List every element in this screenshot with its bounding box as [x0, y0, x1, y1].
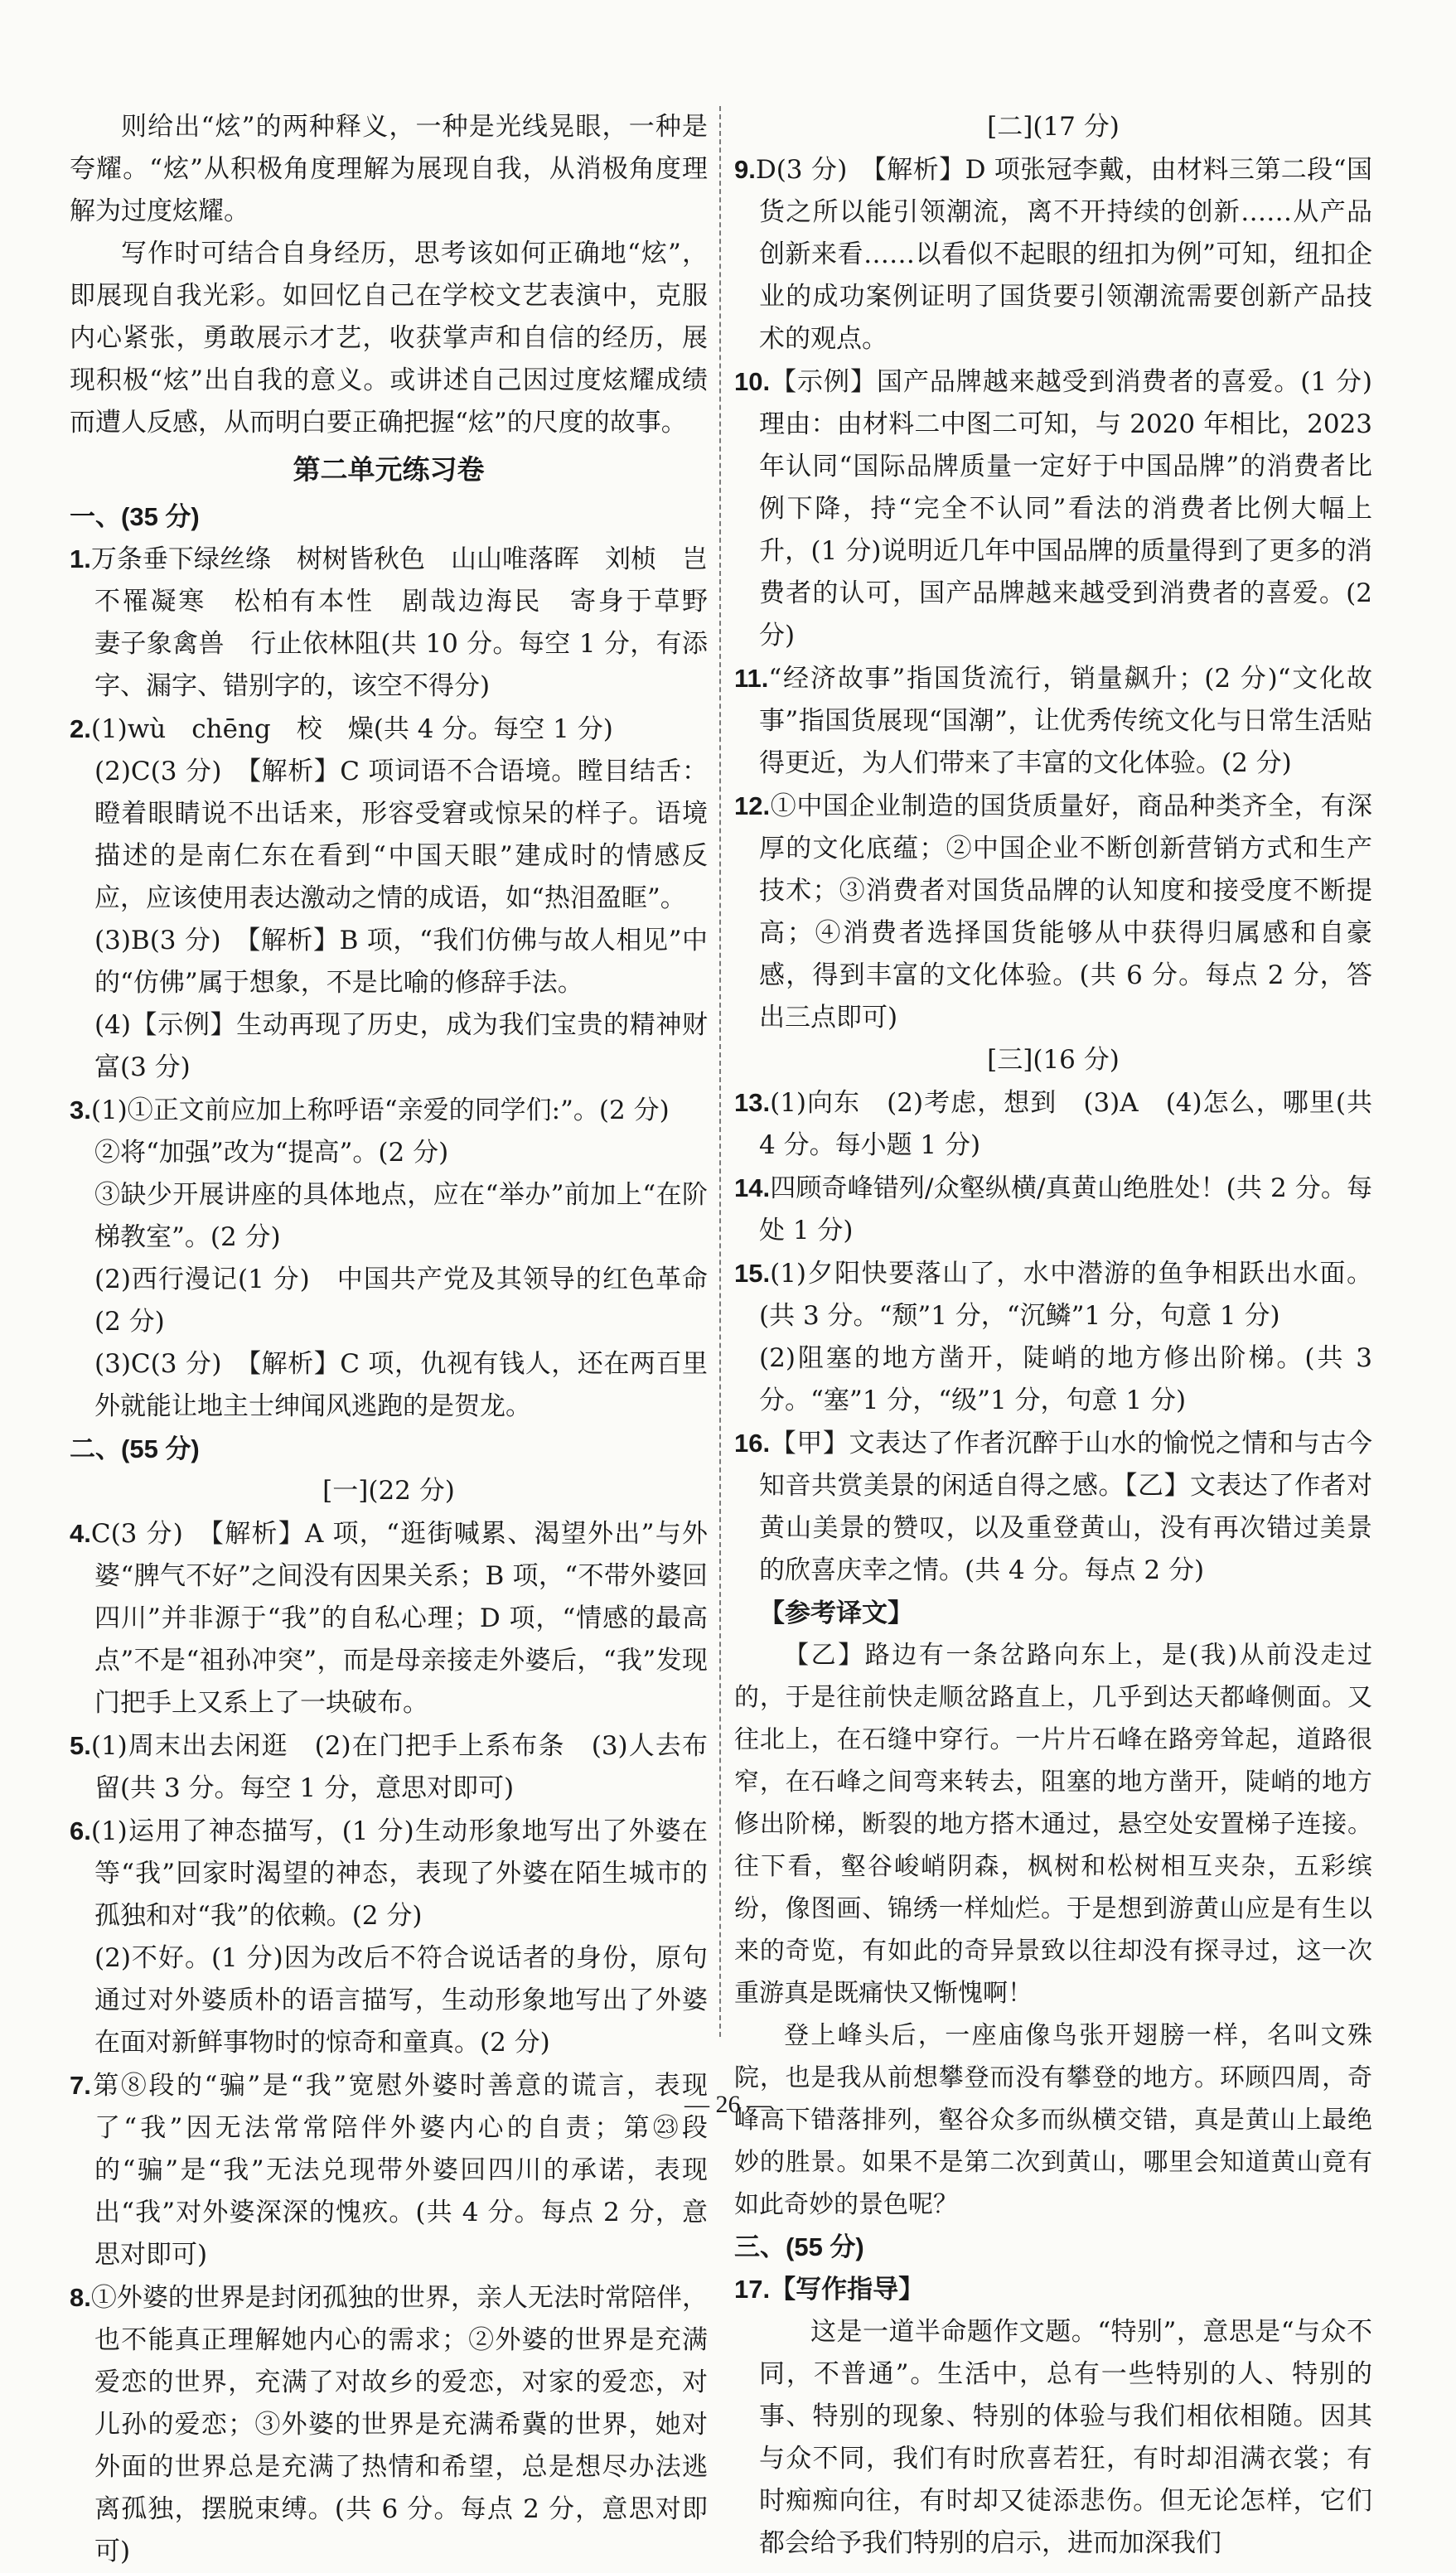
- answer-number: 4.: [70, 1519, 91, 1548]
- answer-number: 1.: [70, 544, 91, 573]
- translation-paragraph-1: 【乙】路边有一条岔路向东上，是(我)从前没走过的，于是往前快走顺岔路直上，几乎到达天都峰侧面。又往北上，在石缝中穿行。一片片石峰在路旁耸起，道路很窄，在石峰之间弯来转去，阻塞的地方凿开，陡峭的地方修出阶梯，断裂的地方搭木通过，悬空处安置梯子连接。往下看，壑谷峻峭阴森，枫树和松树相互夹杂，五彩缤纷，像图画、锦绣一样灿烂。于是想到游黄山应是有生以来的奇览，有如此的奇异景致以往却没有探寻过，这一次重游真是既痛快又惭愧啊！: [734, 1641, 1372, 2008]
- answer-text: D(3 分) 【解析】D 项张冠李戴，由材料三第二段“国货之所以能引领潮流，离不开持续的创新……从产品创新来看……以看似不起眼的纽扣为例”可知，纽扣企业的成功案例证明了国货要引领潮流需要创新产品技术的观点。: [755, 155, 1372, 354]
- answer-text: (1)向东 (2)考虑，想到 (3)A (4)怎么，哪里(共 4 分。每小题 1 分): [759, 1088, 1372, 1160]
- answer-number: 5.: [70, 1731, 91, 1760]
- translation-paragraph-2: 登上峰头后，一座庙像鸟张开翅膀一样，名叫文殊院，也是我从前想攀登而没有攀登的地方。环顾四周，奇峰高下错落排列，壑谷众多而纵横交错，真是黄山上最绝妙的胜景。如果不是第二次到黄山，哪里会知道黄山竟有如此奇妙的景色呢？: [734, 2021, 1372, 2219]
- answer-number: 8.: [70, 2283, 91, 2312]
- answer-9: [734, 148, 1372, 360]
- page-number: — 26 —: [684, 2091, 772, 2118]
- unit-title: 第二单元练习卷: [293, 454, 485, 485]
- answer-text: 第⑧段的“骗”是“我”宽慰外婆时善意的谎言，表现了“我”因无法常常陪伴外婆内心的自责；第㉓段的“骗”是“我”无法兑现带外婆回四川的承诺，表现出“我”对外婆深深的愧疚。(共 4 分。每点 2 分，意思对即可): [90, 2071, 708, 2270]
- answer-3-part-2: (2)西行漫记(1 分) 中国共产党及其领导的红色革命(2 分): [94, 1265, 708, 1337]
- answer-12: [734, 785, 1372, 1039]
- answer-3: [70, 1089, 708, 1132]
- part-1-heading: [一](22 分): [322, 1476, 455, 1506]
- answer-text: “经济故事”指国货流行，销量飙升；(2 分)“文化故事”指国货展现“国潮”，让优秀传统文化与日常生活贴得更近，为人们带来了丰富的文化体验。(2 分): [759, 664, 1372, 778]
- answer-5: [70, 1724, 708, 1810]
- column-divider: [719, 106, 721, 2037]
- answer-17-text: 这是一道半命题作文题。“特别”，意思是“与众不同，不普通”。生活中，总有一些特别的人、特别的事、特别的现象、特别的体验与我们相依相随。因其与众不同，我们有时欣喜若狂，有时却泪满衣裳；有时痴痴向往，有时却又徒添悲伤。但无论怎样，它们都会给予我们特别的启示，进而加深我们: [759, 2317, 1372, 2558]
- answer-number: 16.: [734, 1429, 771, 1458]
- answer-number: 15.: [734, 1259, 771, 1288]
- answer-15-part-2: (2)阻塞的地方凿开，陡峭的地方修出阶梯。(共 3 分。“塞”1 分，“级”1 分，句意 1 分): [759, 1343, 1372, 1415]
- answer-3-part-3: (3)C(3 分) 【解析】C 项，仇视有钱人，还在两百里外就能让地主士绅闻风逃跑的是贺龙。: [94, 1349, 708, 1421]
- answer-2-part-2: (2)C(3 分) 【解析】C 项词语不合语境。瞠目结舌：瞪着眼睛说不出话来，形容受窘或惊呆的样子。语境描述的是南仁东在看到“中国天眼”建成时的情感反应，应该使用表达激动之情的成语，如“热泪盈眶”。: [94, 757, 708, 913]
- intro-paragraph-2: 写作时可结合自身经历，思考该如何正确地“炫”，即展现自我光彩。如回忆自己在学校文艺表演中，克服内心紧张，勇敢展示才艺，收获掌声和自信的经历，展现积极“炫”出自我的意义。或讲述自己因过度炫耀成绩而遭人反感，从而明白要正确把握“炫”的尺度的故事。: [70, 239, 708, 438]
- answer-text: 【甲】文表达了作者沉醉于山水的愉悦之情和与古今知音共赏美景的闲适自得之感。【乙】文表达了作者对黄山美景的赞叹，以及重登黄山，没有再次错过美景的欣喜庆幸之情。(共 4 分。每点 2 分): [759, 1429, 1372, 1585]
- answer-text: (1)wù chēng 校 燥(共 4 分。每空 1 分): [90, 714, 613, 744]
- answer-text: (1)运用了神态描写，(1 分)生动形象地写出了外婆在等“我”回家时渴望的神态，表现了外婆在陌生城市的孤独和对“我”的依赖。(2 分): [90, 1816, 708, 1931]
- answer-number: 11.: [734, 664, 769, 693]
- answer-text: (1)夕阳快要落山了，水中潜游的鱼争相跃出水面。(共 3 分。“颓”1 分，“沉鳞”1 分，句意 1 分): [759, 1259, 1372, 1331]
- right-column: [734, 106, 1372, 2565]
- answer-number: 17.: [734, 2275, 771, 2304]
- answer-number: 13.: [734, 1088, 771, 1117]
- answer-text: (1)①正文前应加上称呼语“亲爱的同学们:”。(2 分): [90, 1095, 670, 1125]
- section-2-heading: 二、(55 分): [70, 1434, 200, 1463]
- answer-number: 9.: [734, 155, 756, 184]
- answer-6: [70, 1810, 708, 1937]
- answer-10: [734, 360, 1372, 657]
- answer-number: 10.: [734, 367, 771, 396]
- answer-text: 万条垂下绿丝绦 树树皆秋色 山山唯落晖 刘桢 岂不罹凝寒 松柏有本性 剧哉边海民 寄身于草野 妻子象禽兽 行止依林阻(共 10 分。每空 1 分，有添字、漏字、错别字的，该空不得分): [90, 544, 733, 701]
- answer-16: [734, 1422, 1372, 1592]
- answer-number: 14.: [734, 1173, 771, 1202]
- answer-3-item-2: ②将“加强”改为“提高”。(2 分): [94, 1138, 449, 1168]
- answer-2-part-3: (3)B(3 分) 【解析】B 项，“我们仿佛与故人相见”中的“仿佛”属于想象，不是比喻的修辞手法。: [94, 926, 708, 998]
- intro-paragraph-1: 则给出“炫”的两种释义，一种是光线晃眼，一种是夸耀。“炫”从积极角度理解为展现自我，从消极角度理解为过度炫耀。: [70, 112, 708, 226]
- answer-number: 2.: [70, 714, 91, 743]
- part-3-heading: [三](16 分): [987, 1045, 1120, 1075]
- answer-text: 【示例】国产品牌越来越受到消费者的喜爱。(1 分)理由：由材料二中图二可知，与 2020 年相比，2023 年认同“国际品牌质量一定好于中国品牌”的消费者比例下降，持“完全不认同”看法的消费者比例大幅上升，(1 分)说明近几年中国品牌的质量得到了更多的消费者的认可，国产品牌越来越受到消费者的喜爱。(2 分): [759, 367, 1372, 651]
- answer-text: (1)周末出去闲逛 (2)在门把手上系布条 (3)人去布留(共 3 分。每空 1 分，意思对即可): [90, 1731, 708, 1803]
- section-1-heading: 一、(35 分): [70, 502, 200, 531]
- answer-2-part-4: (4)【示例】生动再现了历史，成为我们宝贵的精神财富(3 分): [94, 1010, 708, 1082]
- answer-14: [734, 1167, 1372, 1252]
- answer-17: [734, 2268, 1372, 2311]
- writing-guide-label: 【写作指导】: [770, 2275, 925, 2304]
- answer-8: [70, 2276, 708, 2573]
- answer-text: 四顾奇峰错列/众壑纵横/真黄山绝胜处！(共 2 分。每处 1 分): [759, 1173, 1372, 1245]
- answer-3-item-3: ③缺少开展讲座的具体地点，应在“举办”前加上“在阶梯教室”。(2 分): [94, 1180, 708, 1252]
- answer-number: 12.: [734, 791, 771, 820]
- answer-number: 6.: [70, 1816, 91, 1845]
- part-2-heading: [二](17 分): [987, 112, 1120, 142]
- answer-6-part-2: (2)不好。(1 分)因为改后不符合说话者的身份，原句通过对外婆质朴的语言描写，生动形象地写出了外婆在面对新鲜事物时的惊奇和童真。(2 分): [94, 1943, 708, 2058]
- answer-text: ①中国企业制造的国货质量好，商品种类齐全，有深厚的文化底蕴；②中国企业不断创新营销方式和生产技术；③消费者对国货品牌的认知度和接受度不断提高；④消费者选择国货能够从中获得归属感和自豪感，得到丰富的文化体验。(共 6 分。每点 2 分，答出三点即可): [759, 791, 1372, 1033]
- answer-13: [734, 1081, 1372, 1167]
- answer-4: [70, 1512, 708, 1724]
- answer-text: ①外婆的世界是封闭孤独的世界，亲人无法时常陪伴，也不能真正理解她内心的需求；②外婆的世界是充满爱恋的世界，充满了对故乡的爱恋，对家的爱恋，对儿孙的爱恋；③外婆的世界是充满希冀的世界，她对外面的世界总是充满了热情和希望，总是想尽办法逃离孤独，摆脱束缚。(共 6 分。每点 2 分，意思对即可): [90, 2283, 708, 2566]
- answer-1: [70, 538, 733, 708]
- section-3-heading: 三、(55 分): [734, 2232, 864, 2261]
- answer-number: 3.: [70, 1095, 91, 1124]
- answer-11: [734, 657, 1372, 785]
- reference-translation-label: 【参考译文】: [759, 1598, 913, 1627]
- answer-2: [70, 708, 708, 751]
- answer-text: C(3 分) 【解析】A 项，“逛街喊累、渴望外出”与外婆“脾气不好”之间没有因果关系；B 项，“不带外婆回四川”并非源于“我”的自私心理；D 项，“情感的最高点”不是“祖孙冲突”，而是母亲接走外婆后，“我”发现门把手上又系上了一块破布。: [90, 1519, 708, 1718]
- answer-number: 7.: [70, 2071, 91, 2100]
- answer-15: [734, 1252, 1372, 1337]
